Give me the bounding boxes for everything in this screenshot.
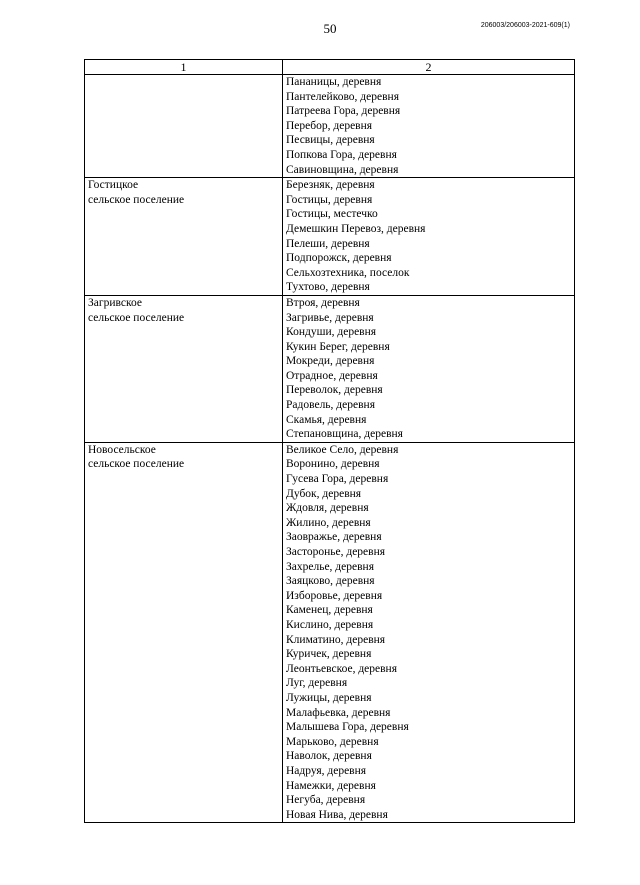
district-cell [85, 295, 283, 442]
table-row [85, 75, 575, 178]
settlement-item: Куричек, деревня [286, 648, 372, 661]
settlement-item: Тухтово, деревня [286, 281, 370, 294]
settlement-item: Надруя, деревня [286, 764, 367, 777]
settlement-item: Каменец, деревня [286, 604, 373, 617]
settlement-item: Малышева Гора, деревня [286, 721, 409, 734]
places-cell [283, 75, 575, 178]
settlement-item: Втроя, деревня [286, 296, 360, 309]
settlement-item: Пантелейково, деревня [286, 90, 399, 103]
page-number: 50 [323, 21, 337, 36]
settlement-item: Кислино, деревня [286, 618, 374, 631]
table-header-row [85, 60, 575, 75]
settlement-item: Пелеши, деревня [286, 237, 370, 250]
places-cell [283, 442, 575, 822]
settlement-item: Марьково, деревня [286, 735, 379, 748]
settlement-item: Засторонье, деревня [286, 546, 386, 558]
district-cell [85, 178, 283, 296]
settlement-item: Песвицы, деревня [286, 134, 375, 147]
settlement-item: Новая Нива, деревня [286, 808, 388, 821]
settlement-item: Леонтьевское, деревня [286, 662, 398, 675]
settlement-item: Степановщина, деревня [286, 428, 403, 441]
settlement-item: Савиновщина, деревня [286, 163, 399, 176]
settlement-item: Изборовье, деревня [286, 589, 383, 602]
settlement-item: Подпорожск, деревня [286, 252, 392, 265]
settlement-item: Захрелье, деревня [286, 560, 374, 573]
column-header-2: 2 [283, 60, 575, 75]
settlement-item: Лужицы, деревня [286, 691, 372, 704]
district-name-line: сельское поселение [88, 193, 185, 206]
settlement-item: Гостицы, местечко [286, 208, 378, 221]
settlement-item: Переволок, деревня [286, 384, 383, 397]
places-cell [283, 295, 575, 442]
district-name-line: Новосельское [88, 443, 156, 456]
document-code: 206003/206003-2021-609(1) [480, 22, 570, 29]
settlement-item: Ждовля, деревня [286, 502, 369, 515]
settlement-item: Демешкин Перевоз, деревня [286, 222, 426, 235]
settlement-item: Малафьевка, деревня [286, 706, 391, 719]
table-body [85, 75, 575, 823]
settlement-item: Отрадное, деревня [286, 369, 378, 382]
settlement-item: Луг, деревня [286, 677, 348, 690]
table-row [85, 295, 575, 442]
district-name-line: сельское поселение [88, 458, 185, 471]
settlement-item: Намежки, деревня [286, 779, 376, 792]
district-name-line: Загривское [88, 296, 142, 309]
settlement-item: Заяцково, деревня [286, 575, 375, 588]
settlement-item: Сельхозтехника, поселок [286, 266, 410, 279]
settlement-item: Негуба, деревня [286, 794, 366, 807]
table-row [85, 442, 575, 822]
settlement-item: Кондуши, деревня [286, 326, 377, 339]
settlement-item: Дубок, деревня [286, 487, 362, 500]
district-cell [85, 442, 283, 822]
settlement-item: Климатино, деревня [286, 633, 386, 646]
settlement-item: Радовель, деревня [286, 399, 375, 412]
places-cell [283, 178, 575, 296]
settlement-item: Воронино, деревня [286, 458, 380, 471]
settlement-item: Гусева Гора, деревня [286, 473, 389, 486]
settlement-item: Мокреди, деревня [286, 355, 375, 368]
settlements-table [84, 59, 575, 823]
district-cell [85, 75, 283, 178]
settlement-item: Пананицы, деревня [286, 76, 382, 88]
settlement-item: Великое Село, деревня [286, 443, 399, 456]
settlement-item: Жилино, деревня [286, 516, 371, 529]
settlement-item: Перебор, деревня [286, 119, 373, 132]
settlement-item: Гостицы, деревня [286, 193, 373, 206]
column-header-1: 1 [85, 60, 283, 75]
settlement-item: Кукин Берег, деревня [286, 340, 390, 353]
settlement-item: Патреева Гора, деревня [286, 105, 401, 118]
settlement-item: Наволок, деревня [286, 750, 372, 763]
settlement-item: Скамья, деревня [286, 413, 367, 426]
settlement-item: Попкова Гора, деревня [286, 148, 397, 161]
settlement-item: Загривье, деревня [286, 311, 374, 324]
settlement-item: Березняк, деревня [286, 179, 375, 192]
settlement-item: Заовражье, деревня [286, 531, 382, 544]
district-name-line: сельское поселение [88, 311, 185, 324]
table-row [85, 178, 575, 296]
district-name-line: Гостицкое [88, 179, 139, 192]
